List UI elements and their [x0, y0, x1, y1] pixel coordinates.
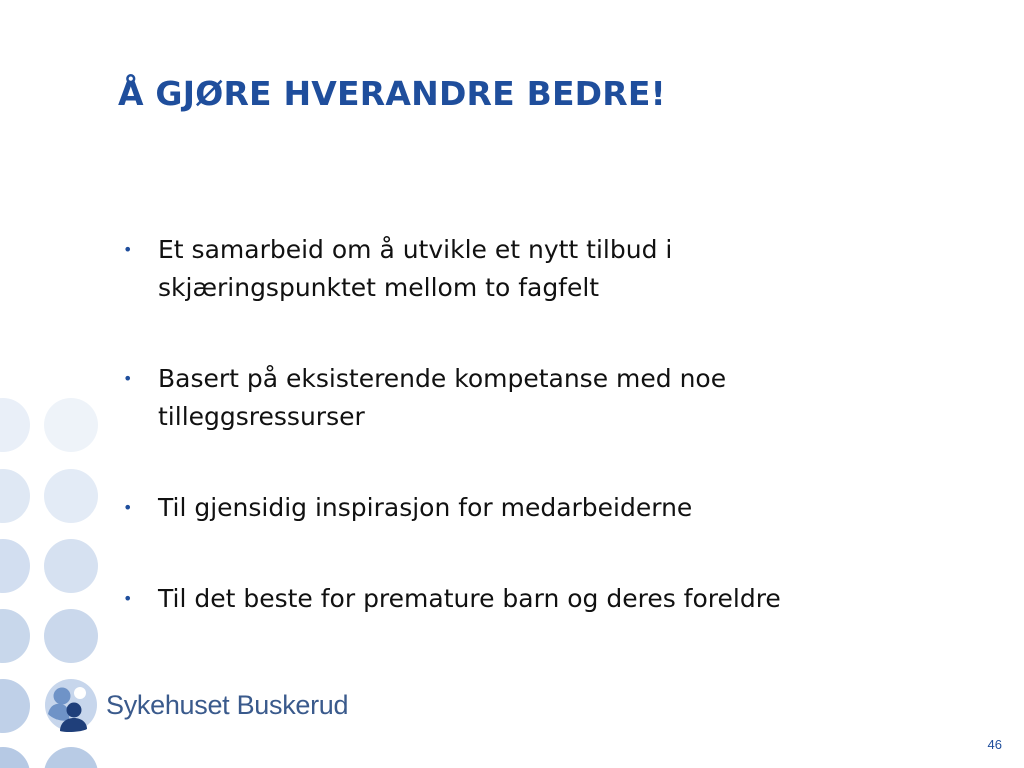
dot-column-left	[0, 398, 30, 768]
decor-dot	[0, 398, 30, 452]
bullet-marker: •	[123, 240, 133, 259]
bullet-marker: •	[123, 369, 133, 388]
bullet-list	[118, 231, 898, 618]
decor-dot	[0, 469, 30, 523]
bullet-item	[118, 231, 898, 307]
decor-dot	[0, 747, 30, 768]
decor-dot	[44, 747, 98, 768]
slide-title: Å GJØRE HVERANDRE BEDRE!	[118, 74, 666, 113]
page-number: 46	[987, 737, 1002, 752]
bullet-item	[118, 360, 898, 436]
bullet-text: Basert på eksisterende kompetanse med noe tilleggsressurser	[158, 364, 727, 431]
logo-text: Sykehuset Buskerud	[106, 689, 349, 720]
bullet-item	[118, 489, 898, 527]
bullet-item	[118, 580, 898, 618]
bullet-text: Til gjensidig inspirasjon for medarbeiderne	[158, 493, 693, 522]
decor-dot	[0, 609, 30, 663]
bullet-text: Et samarbeid om å utvikle et nytt tilbud i skjæringspunktet mellom to fagfelt	[158, 235, 673, 302]
hospital-logo	[44, 678, 348, 732]
decor-dot	[44, 609, 98, 663]
decor-dot	[44, 539, 98, 593]
bullet-marker: •	[123, 589, 133, 608]
people-logo-icon	[44, 678, 98, 732]
decor-dot	[44, 398, 98, 452]
decor-dot	[0, 539, 30, 593]
bullet-marker: •	[123, 498, 133, 517]
decor-dot	[0, 679, 30, 733]
bullet-text: Til det beste for premature barn og deres foreldre	[158, 584, 781, 613]
decor-dot	[44, 469, 98, 523]
